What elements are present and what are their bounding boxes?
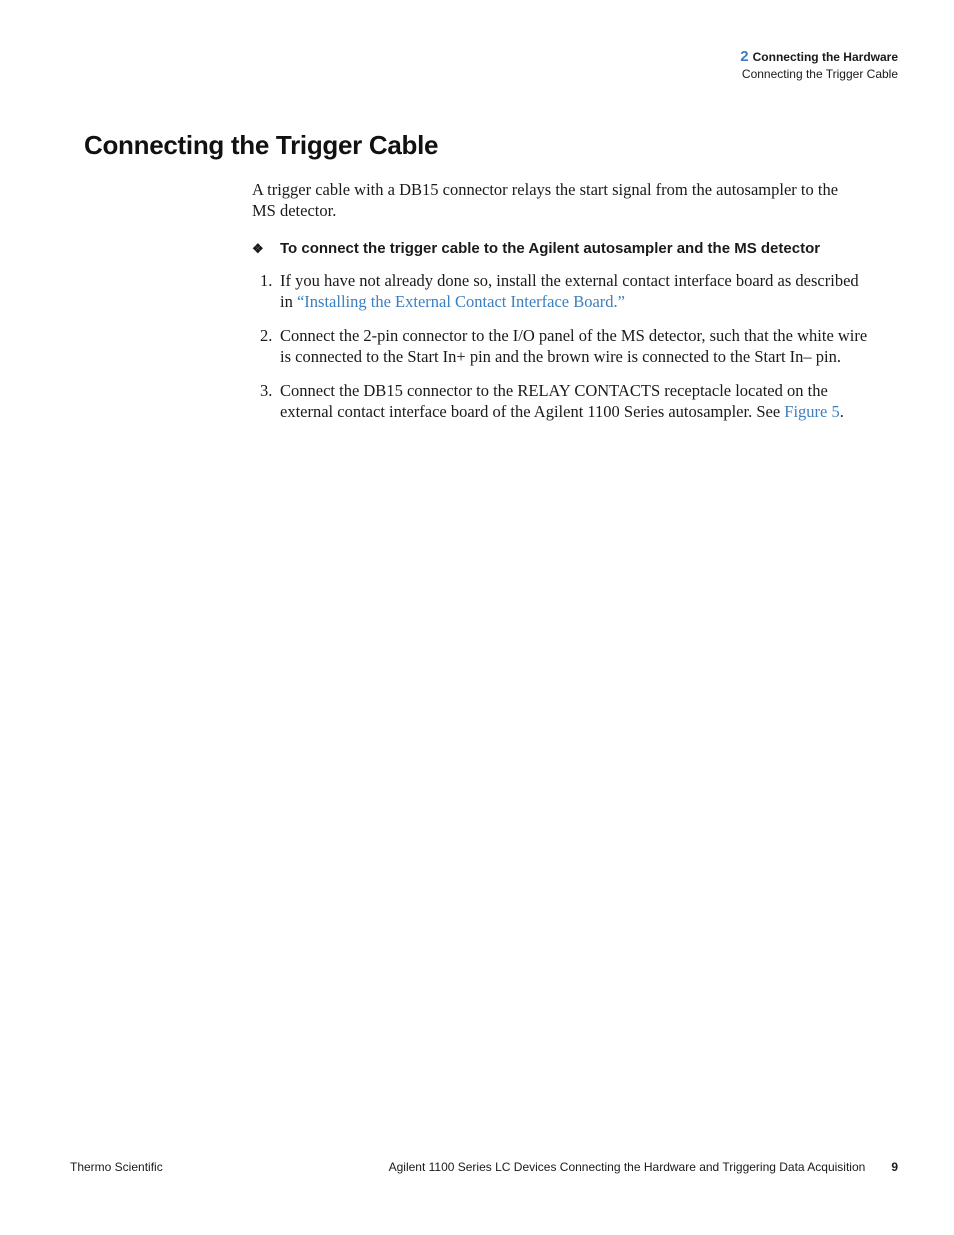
list-item xyxy=(252,270,872,312)
page-title: Connecting the Trigger Cable xyxy=(84,130,439,160)
header-chapter-number: 2 xyxy=(740,48,749,65)
procedure-title: To connect the trigger cable to the Agilent autosampler and the MS detector xyxy=(280,240,821,257)
footer-document-title: Agilent 1100 Series LC Devices Connecting the Hardware and Triggering Data Acquisition 9 xyxy=(388,1160,898,1174)
step-number: 1. xyxy=(260,271,273,290)
step-text: Connect the DB15 connector to the RELAY CONTACTS receptacle located on the external contact interface board of the Agilent 1100 Series autosampler. See Figure 5. xyxy=(280,381,844,421)
procedure-steps xyxy=(252,270,872,422)
header-chapter-line xyxy=(740,48,898,66)
procedure-heading xyxy=(252,239,872,259)
figure-5-link[interactable]: Figure 5 xyxy=(784,402,840,421)
step-number: 2. xyxy=(260,326,273,345)
intro-paragraph: A trigger cable with a DB15 connector relays the start signal from the autosampler to the MS detector. xyxy=(252,180,839,220)
step-text: If you have not already done so, install the external contact interface board as described in “Installing the External Contact Interface Board.” xyxy=(280,271,859,311)
running-header xyxy=(740,48,898,83)
header-chapter-title: Connecting the Hardware xyxy=(752,50,898,64)
diamond-bullet-icon: ❖ xyxy=(252,241,264,256)
footer-company: Thermo Scientific xyxy=(70,1160,163,1174)
step-text: Connect the 2-pin connector to the I/O panel of the MS detector, such that the white wire is connected to the Start In+ pin and the brown wire is connected to the Start In– pin. xyxy=(280,326,868,366)
list-item xyxy=(252,380,872,422)
header-section-title: Connecting the Trigger Cable xyxy=(741,67,898,81)
main-content xyxy=(252,179,872,435)
installing-board-link[interactable]: “Installing the External Contact Interface Board.” xyxy=(296,292,625,311)
step-number: 3. xyxy=(260,381,273,400)
page-number: 9 xyxy=(891,1160,898,1174)
list-item xyxy=(252,325,872,367)
